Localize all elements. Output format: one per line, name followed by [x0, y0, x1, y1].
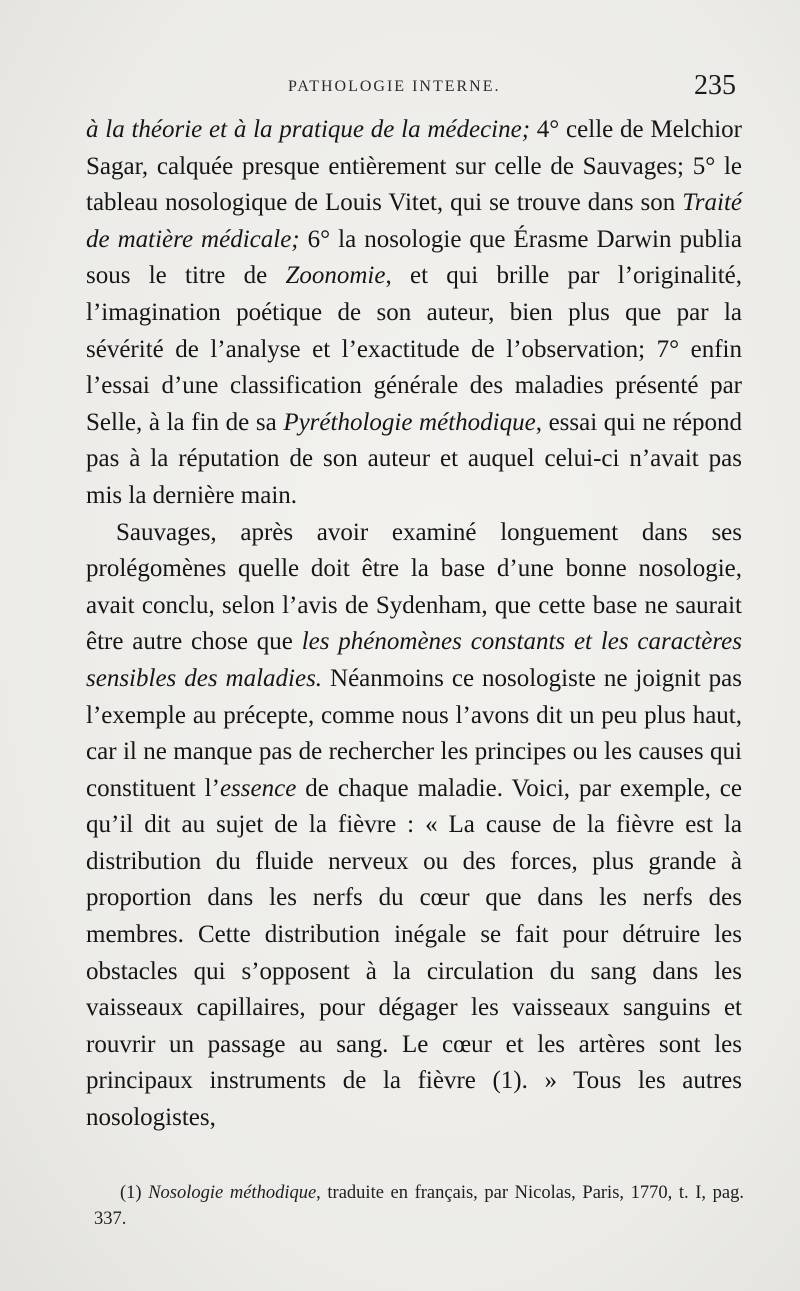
page-number: 235	[694, 70, 736, 101]
main-text	[86, 112, 742, 1137]
page-header	[86, 70, 736, 106]
text-span: de chaque maladie. Voici, par exemple, ce qu’il dit au sujet de la fièvre : « La cause de la fièvre est la distribution du fluide nerveux ou des forces, plus grande à proportion dans les nerfs du cœur que dans les nerfs des membres. Cette distribution inégale se fait pour détruire les obstacles qui s’opposent à la circulation du sang dans les vaisseaux capillaires, pour dégager les vaisseaux sanguins et rouvrir un passage au sang. Le cœur et les artères sont les principaux instruments de la fièvre (1). » Tous les autres nosologistes,	[86, 774, 742, 1132]
footnote-marker: (1)	[120, 1183, 149, 1203]
footnote-book-title: Nosologie méthodique	[148, 1183, 317, 1203]
text-span: 4° celle de Melchior Sagar, calquée presque entièrement sur celle de Sauvages; 5° le tableau nosologique de Louis Vitet, qui se trouve dans son	[86, 116, 742, 217]
italic-span: essence	[219, 774, 297, 802]
paragraph-1	[86, 112, 742, 515]
running-head: PATHOLOGIE INTERNE.	[288, 78, 501, 95]
book-title-pyrethologie: Pyréthologie méthodique	[283, 408, 536, 436]
text-span: , et qui brille par l’originalité, l’imagination poétique de son auteur, bien plus que par la sévérité de l’analyse et l’exactitude de l’observation; 7° enfin l’essai d’une classification générale des maladies présenté par Selle, à la fin de sa	[86, 262, 743, 436]
footnote-area	[94, 1180, 744, 1232]
paragraph-2	[86, 515, 742, 1137]
italic-span: à la théorie et à la pratique de la médecine;	[86, 116, 531, 143]
book-title-zoonomie: Zoonomie	[285, 262, 386, 290]
footnote-text: , traduite en français, par Nicolas, Paris, 1770, t. I, pag. 337.	[94, 1183, 745, 1229]
footnote-1	[94, 1180, 744, 1232]
book-title-traite: Traité de matière médicale;	[86, 189, 742, 253]
italic-span: les phénomènes constants et les caractères sensibles des maladies.	[86, 628, 742, 692]
text-span: Néanmoins ce nosologiste ne joignit pas l’exemple au précepte, comme nous l’avons dit un peu plus haut, car il ne manque pas de rechercher les principes ou les causes qui constituent l’	[86, 664, 742, 802]
text-span: , essai qui ne répond pas à la réputation de son auteur et auquel celui-ci n’avait pas mis la dernière main.	[86, 408, 743, 509]
text-span: Sauvages, après avoir examiné longuement dans ses prolégomènes quelle doit être la base d’une bonne nosologie, avait conclu, selon l’avis de Sydenham, que cette base ne saurait être autre chose que	[86, 518, 742, 656]
text-span: 6° la nosologie que Érasme Darwin publia sous le titre de	[86, 225, 742, 290]
